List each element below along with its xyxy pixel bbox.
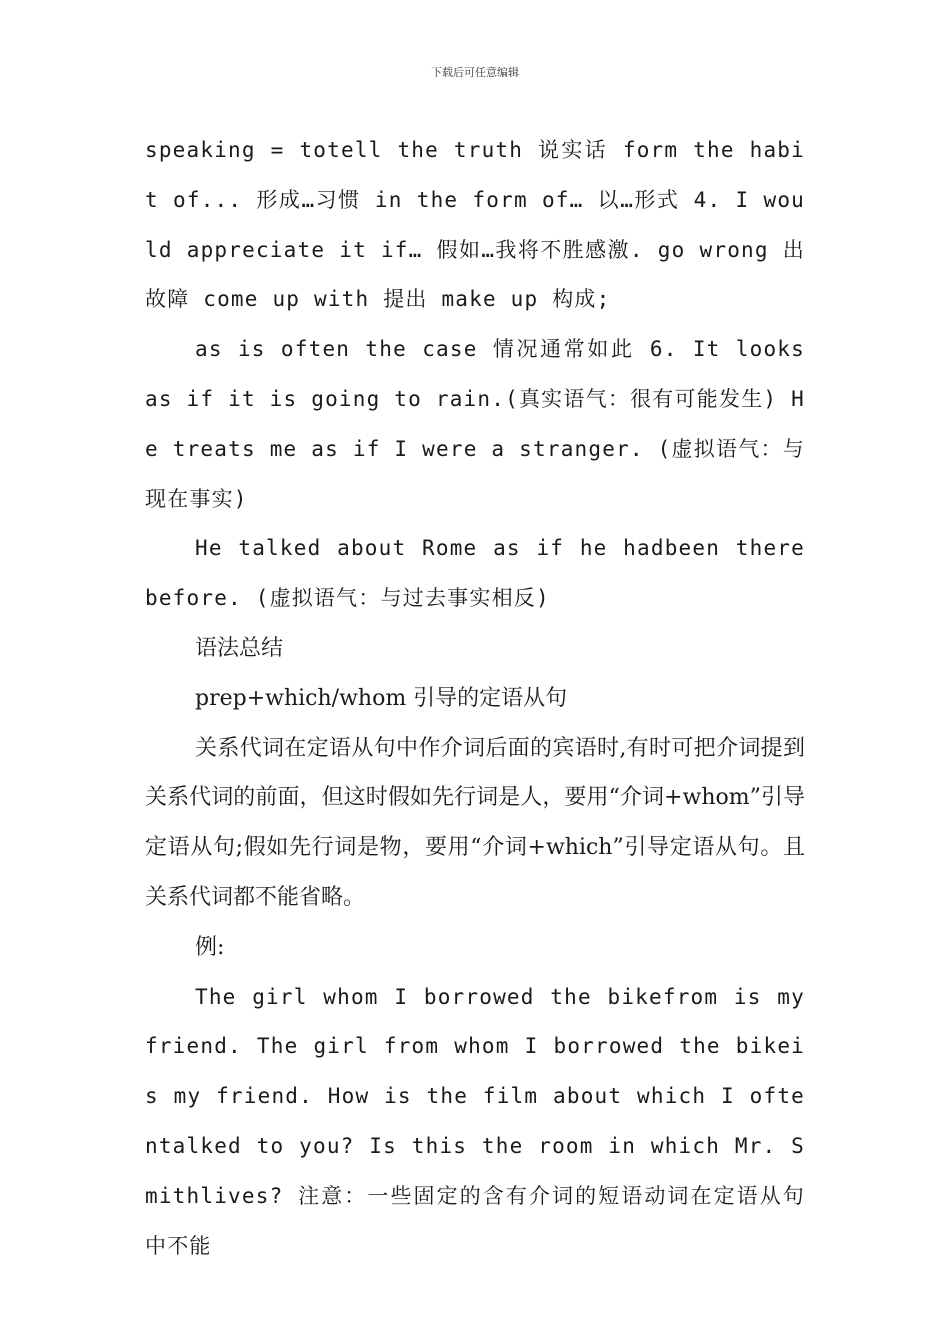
document-body: [145, 126, 805, 1271]
section-subheading-prep-which-whom: prep+which/whom 引导的定语从句: [195, 685, 568, 711]
paragraph-phrases: speaking = totell the truth 说实话 form the habit of... 形成…习惯 in the form of… 以…形式 4. I would appreciate it if… 假如…我将不胜感激. go wrong 出故障 come up with 提出 make up 构成;: [145, 138, 805, 312]
page-header: 下载后可任意编辑: [431, 66, 519, 79]
paragraph-examples-and-note: The girl whom I borrowed the bikefrom is my friend. The girl from whom I borrowed the bikeis my friend. How is the film about which I oftentalked to you? Is this the room in which Mr. Smithlives? 注意：一些固定的含有介词的短语动词在定语从句中不能: [145, 984, 805, 1258]
section-heading-grammar-summary: 语法总结: [195, 635, 284, 661]
paragraph-rome-example: He talked about Rome as if he hadbeen there before. (虚拟语气：与过去事实相反): [145, 536, 805, 611]
paragraph-grammar-explanation: 关系代词在定语从句中作介词后面的宾语时,有时可把介词提到关系代词的前面，但这时假如先行词是人，要用“介词+whom”引导定语从句;假如先行词是物，要用“介词+which”引导定语从句。且关系代词都不能省略。: [145, 735, 805, 910]
label-example: 例:: [195, 934, 225, 960]
paragraph-as-if-examples: as is often the case 情况通常如此 6. It looks as if it is going to rain.(真实语气：很有可能发生) He treats me as if I were a stranger. (虚拟语气：与现在事实): [145, 337, 805, 511]
